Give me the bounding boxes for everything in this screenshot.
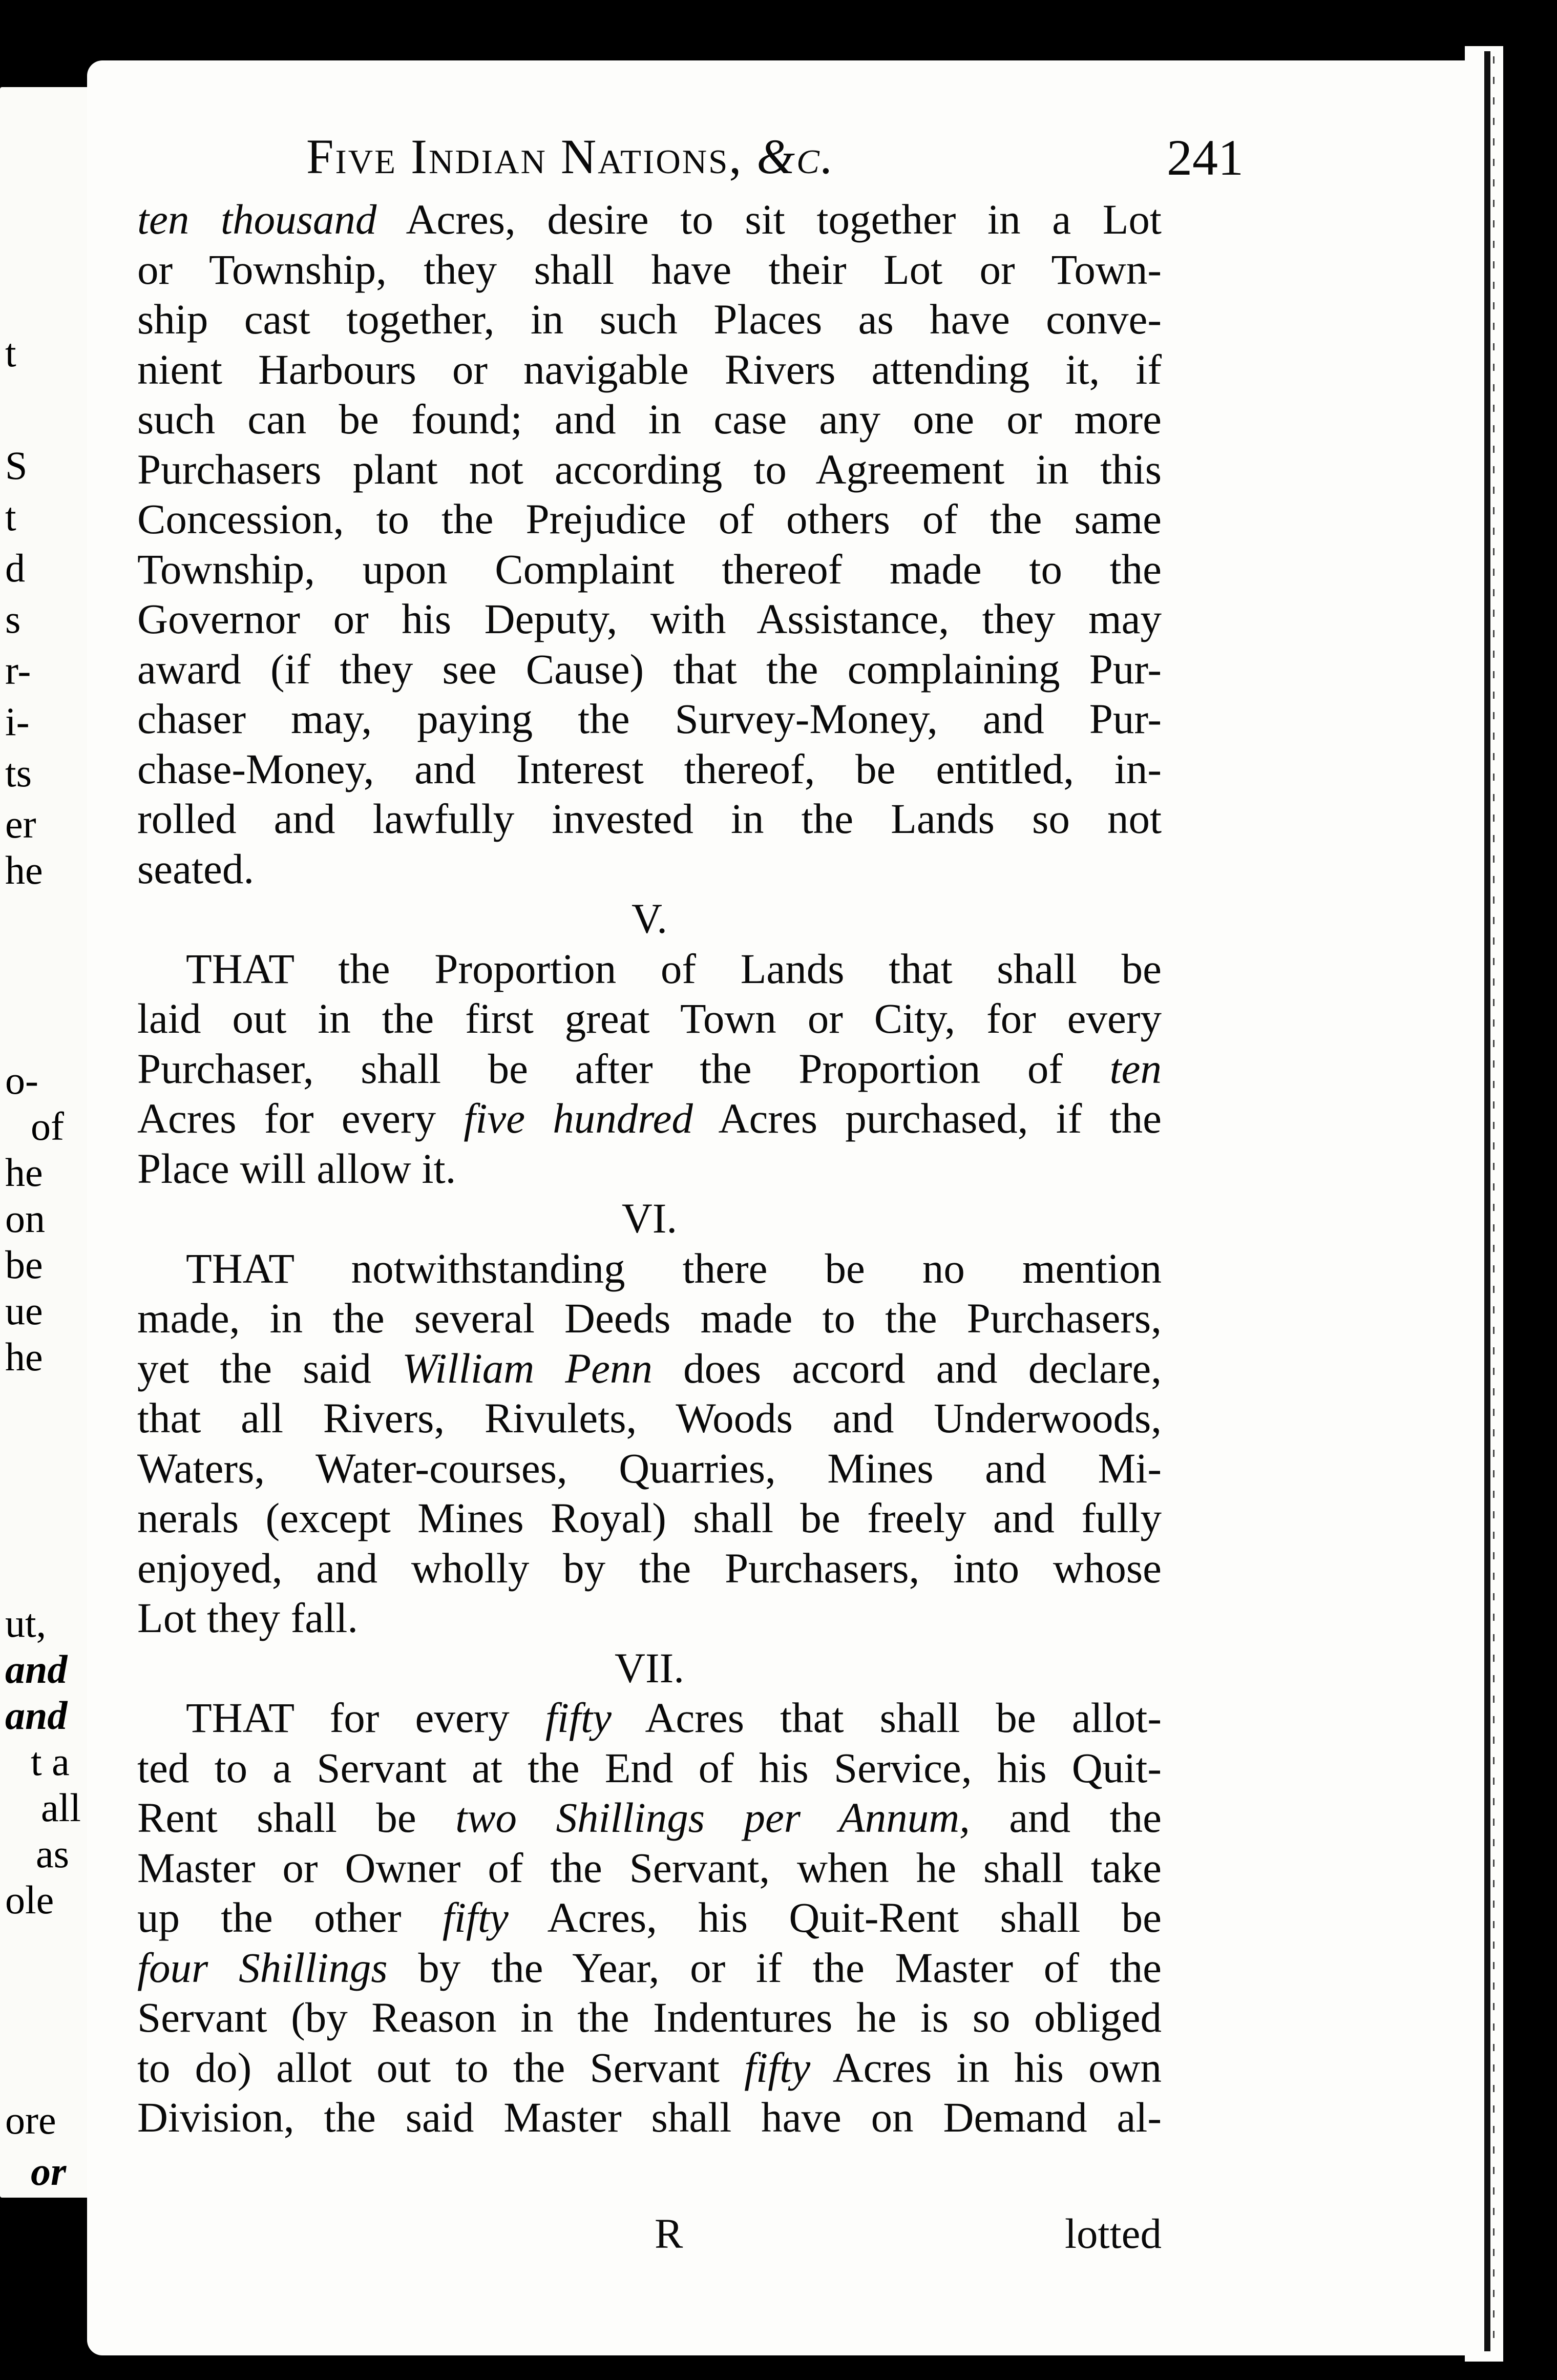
paragraph-article-4-continued: [137, 195, 1162, 894]
margin-fragment: ue: [5, 1288, 43, 1333]
margin-fragment: i-: [5, 699, 30, 744]
margin-fragment: er: [5, 802, 36, 846]
text-line: four Shillings by the Year, or if the Master of the: [137, 1944, 1162, 1991]
margin-fragment: or: [31, 2149, 67, 2194]
margin-fragment: d: [5, 546, 25, 590]
paragraph-article-7: [137, 1693, 1162, 2143]
paragraph-article-6: [137, 1244, 1162, 1643]
margin-fragment: he: [5, 1150, 43, 1195]
margin-fragment: r-: [5, 648, 31, 693]
article-number-7: VII.: [615, 1644, 684, 1692]
article-number-6: VI.: [621, 1195, 678, 1242]
text-line: or Township, they shall have their Lot or Town-: [137, 245, 1162, 293]
running-title: Five Indian Nations, &c.: [306, 129, 835, 184]
text-line: Acres for every five hundred Acres purchased, if the: [137, 1095, 1162, 1142]
text-line: Purchasers plant not according to Agreement in this: [137, 445, 1162, 493]
margin-fragment: t a: [31, 1739, 70, 1784]
text-line: Waters, Water-courses, Quarries, Mines and Mi-: [137, 1444, 1162, 1492]
text-line: chase-Money, and Interest thereof, be entitled, in-: [137, 745, 1162, 792]
text-line: made, in the several Deeds made to the Purchasers,: [137, 1295, 1162, 1342]
paragraph-article-5: [137, 944, 1162, 1194]
text-line: Division, the said Master shall have on Demand al-: [137, 2094, 1162, 2141]
text-line: THAT the Proportion of Lands that shall be: [186, 945, 1162, 992]
text-line: such can be found; and in case any one or more: [137, 395, 1162, 443]
text-line: Purchaser, shall be after the Proportion of ten: [137, 1045, 1162, 1092]
margin-fragment: he: [5, 848, 43, 892]
text-line: ten thousand Acres, desire to sit together in a Lot: [137, 196, 1162, 243]
text-line: laid out in the first great Town or City, for every: [137, 995, 1162, 1042]
running-head: [137, 128, 1264, 190]
margin-fragment: t: [5, 494, 16, 539]
catchword: lotted: [1064, 2210, 1162, 2257]
page-number: 241: [1167, 129, 1244, 186]
margin-fragment: he: [5, 1334, 43, 1379]
margin-fragment: and: [5, 1693, 68, 1738]
text-line: Master or Owner of the Servant, when he shall take: [137, 1844, 1162, 1891]
adjacent-page-edge: [0, 87, 100, 2245]
text-line: nerals (except Mines Royal) shall be freely and fully: [137, 1494, 1162, 1541]
text-line: yet the said William Penn does accord and declare,: [137, 1344, 1162, 1392]
text-line: Place will allow it.: [137, 1144, 456, 1192]
margin-fragment: S: [5, 443, 28, 488]
page-gutter-edge: [1465, 46, 1503, 2362]
text-line: up the other fifty Acres, his Quit-Rent shall be: [137, 1894, 1162, 1941]
text-line: to do) allot out to the Servant fifty Acres in his own: [137, 2043, 1162, 2091]
text-line: Rent shall be two Shillings per Annum, and the: [137, 1794, 1162, 1841]
margin-fragment: of: [31, 1104, 64, 1149]
signature-mark: R: [655, 2210, 683, 2257]
text-line: seated.: [137, 845, 255, 892]
text-line: Concession, to the Prejudice of others of the same: [137, 495, 1162, 542]
text-line: THAT notwithstanding there be no mention: [186, 1244, 1162, 1292]
text-line: chaser may, paying the Survey-Money, and Pur-: [137, 695, 1162, 742]
text-line: award (if they see Cause) that the complaining Pur-: [137, 645, 1162, 693]
margin-fragment: as: [36, 1831, 69, 1876]
margin-fragment: o-: [5, 1058, 38, 1102]
article-number-5: V.: [632, 895, 667, 942]
margin-fragment: ore: [5, 2098, 56, 2142]
text-line: nient Harbours or navigable Rivers attending it, if: [137, 345, 1162, 393]
margin-fragment: on: [5, 1196, 45, 1241]
margin-fragment: ole: [5, 1877, 54, 1922]
text-line: enjoyed, and wholly by the Purchasers, into whose: [137, 1544, 1162, 1592]
margin-fragment: all: [41, 1785, 81, 1830]
margin-fragment: ts: [5, 750, 32, 795]
text-line: ted to a Servant at the End of his Service, his Quit-: [137, 1744, 1162, 1791]
text-line: rolled and lawfully invested in the Lands so not: [137, 795, 1162, 842]
text-line: Servant (by Reason in the Indentures he is so obliged: [137, 1994, 1162, 2041]
margin-fragment: ten: [31, 2200, 82, 2245]
page-footer: [137, 2209, 1162, 2260]
margin-fragment: ut,: [5, 1601, 47, 1645]
text-line: Lot they fall.: [137, 1594, 359, 1641]
body-text: [137, 195, 1162, 2143]
margin-fragment: be: [5, 1242, 43, 1287]
margin-fragment: s: [5, 597, 21, 641]
margin-fragment: t: [5, 330, 16, 375]
text-line: ship cast together, in such Places as have conve-: [137, 296, 1162, 343]
text-line: Governor or his Deputy, with Assistance, they may: [137, 595, 1162, 642]
text-line: Township, upon Complaint thereof made to the: [137, 545, 1162, 593]
text-line: that all Rivers, Rivulets, Woods and Underwoods,: [137, 1394, 1162, 1442]
margin-fragment: and: [5, 1647, 68, 1692]
text-line: THAT for every fifty Acres that shall be allot-: [186, 1694, 1162, 1741]
